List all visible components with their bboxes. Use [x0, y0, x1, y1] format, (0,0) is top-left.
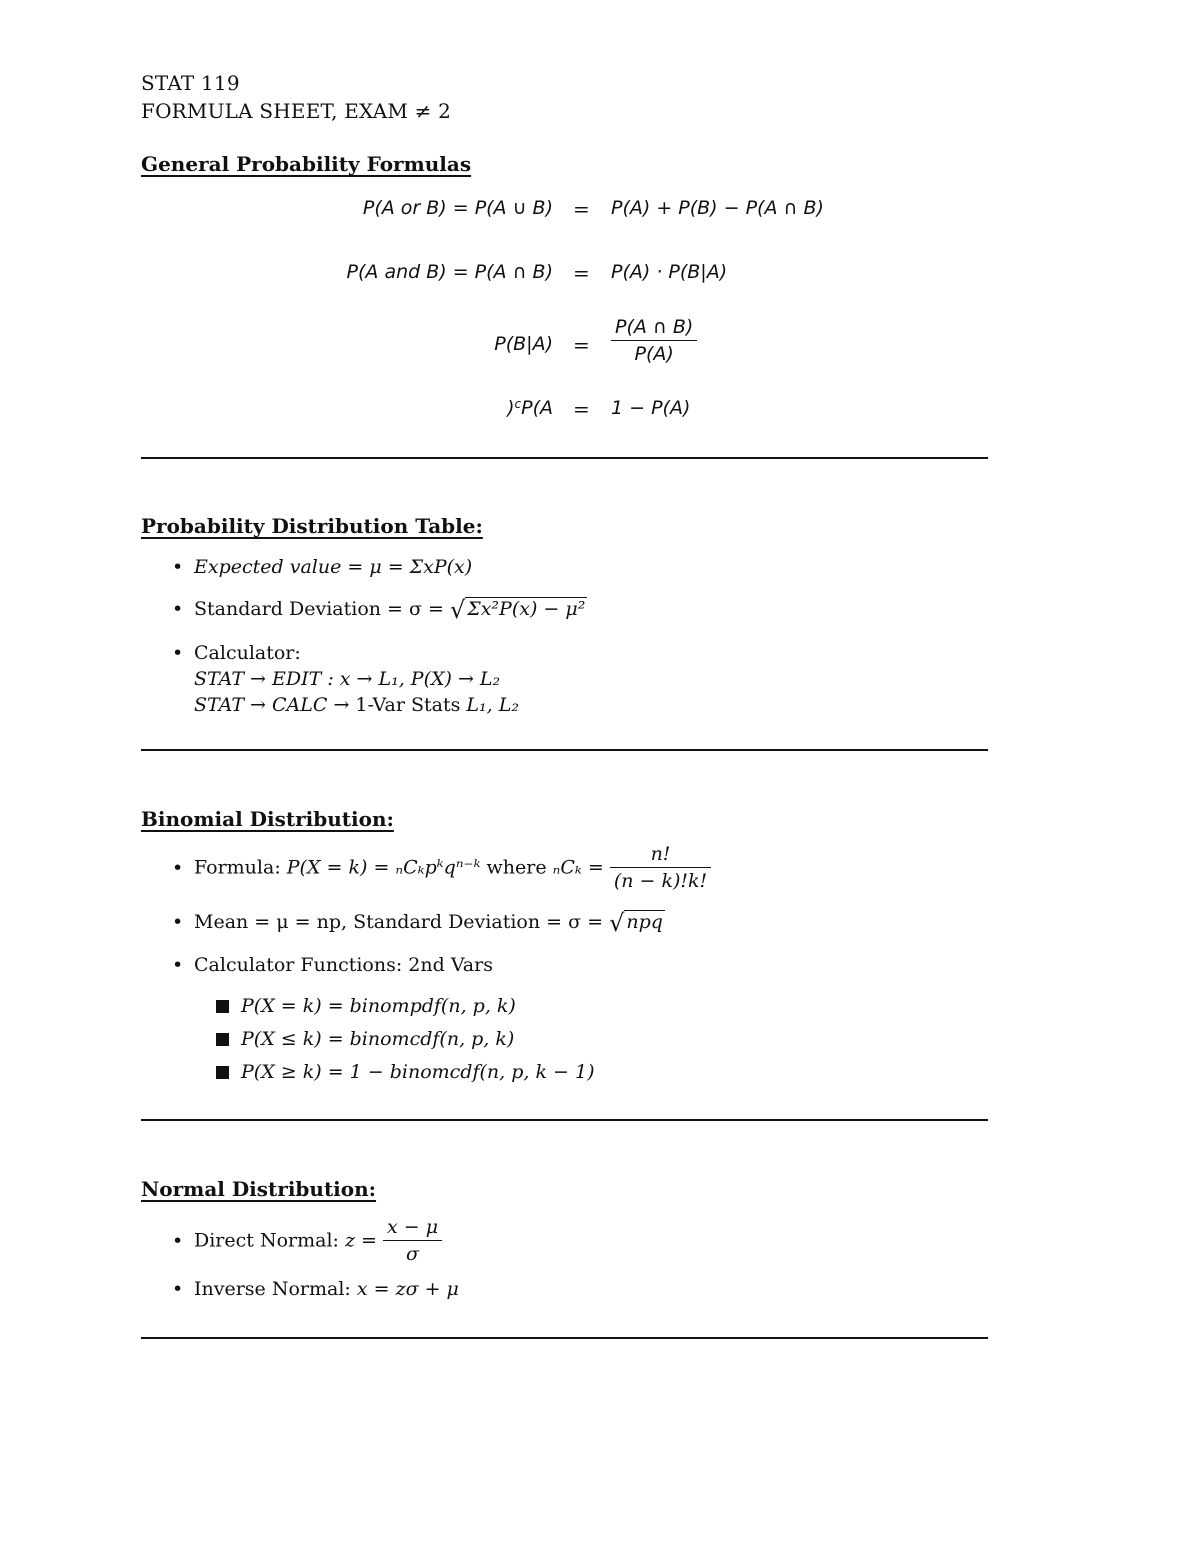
expected-value-formula: Expected value = μ = ΣxP(x): [194, 556, 473, 578]
direct-normal-label: Direct Normal:: [194, 1229, 345, 1252]
fraction-denominator: P(A): [611, 340, 697, 365]
bullet-icon: •: [172, 642, 184, 664]
list-item: [172, 843, 711, 892]
square-root: [609, 909, 665, 937]
list-item: [172, 642, 301, 664]
fraction-numerator: x − μ: [386, 1216, 439, 1238]
inverse-normal-formula: x = zσ + μ: [356, 1278, 459, 1300]
sheet-title: FORMULA SHEET, EXAM ≠ 2: [141, 99, 452, 123]
bullet-icon: •: [172, 911, 184, 933]
equals-sign: =: [573, 333, 590, 357]
equation-intersection-rhs: P(A) · P(B|A): [611, 261, 728, 283]
normal-distribution-heading: Normal Distribution:: [141, 1177, 377, 1201]
binomcdf-complement-formula: P(X ≥ k) = 1 − binomcdf(n, p, k − 1): [241, 1061, 595, 1083]
binomcdf-formula: P(X ≤ k) = binomcdf(n, p, k): [241, 1028, 515, 1050]
sub-list-item: [216, 995, 516, 1017]
list-item: [172, 556, 472, 578]
closing-paren: ): [507, 397, 515, 419]
combination-symbol: ₙCₖ =: [552, 856, 610, 879]
bullet-icon: •: [172, 556, 184, 578]
equation-conditional-lhs: P(B|A): [494, 333, 553, 355]
inverse-normal-label: Inverse Normal:: [194, 1278, 357, 1300]
fraction-denominator: (n − k)!k!: [610, 867, 711, 892]
bullet-icon: •: [172, 954, 184, 976]
list-item: [172, 954, 493, 976]
complement-superscript: c: [514, 397, 522, 411]
combination-fraction: [610, 843, 711, 892]
square-bullet-icon: [216, 1066, 229, 1079]
equation-intersection-lhs: P(A and B) = P(A ∩ B): [346, 261, 553, 283]
bullet-icon: •: [172, 856, 184, 879]
fraction-numerator: n!: [650, 843, 671, 865]
equation-union-lhs: P(A or B) = P(A ∪ B): [362, 197, 553, 219]
equation-complement-lhs: P(A: [521, 397, 553, 419]
course-code: STAT 119: [141, 71, 240, 95]
binomial-distribution-heading: Binomial Distribution:: [141, 807, 394, 831]
calculator-step-2-lists: L₁, L₂: [460, 694, 519, 716]
conditional-fraction: [611, 316, 697, 365]
bullet-icon: •: [172, 1278, 184, 1300]
sub-list-item: [216, 1061, 595, 1083]
fraction-denominator: σ: [383, 1240, 442, 1265]
sub-list-item: [216, 1028, 514, 1050]
calculator-step-2-command: 1-Var Stats: [355, 694, 461, 716]
square-bullet-icon: [216, 1033, 229, 1046]
mean-std-label: Mean = μ = np, Standard Deviation = σ =: [194, 911, 610, 933]
calculator-step-2: [194, 694, 519, 716]
formula-label: Formula:: [194, 856, 287, 879]
calculator-functions-label: Calculator Functions: 2nd Vars: [194, 954, 493, 976]
binompdf-formula: P(X = k) = binompdf(n, p, k): [241, 995, 516, 1017]
list-item: [172, 596, 587, 624]
z-equals: z =: [344, 1229, 383, 1252]
equals-sign: =: [573, 397, 590, 421]
std-dev-radicand: Σx²P(x) − μ²: [467, 598, 586, 620]
equation-complement-rhs: 1 − P(A): [611, 397, 691, 419]
bullet-icon: •: [172, 1229, 184, 1252]
list-item: [172, 1216, 442, 1265]
calculator-step-1: STAT → EDIT : x → L₁, P(X) → L₂: [194, 668, 501, 690]
section-divider: [141, 749, 988, 751]
z-score-fraction: [383, 1216, 442, 1265]
std-dev-label: Standard Deviation = σ =: [194, 598, 450, 620]
radical-icon: √: [449, 596, 466, 624]
calculator-step-2-path: STAT → CALC →: [194, 694, 356, 716]
square-root: [450, 596, 587, 624]
bullet-icon: •: [172, 598, 184, 620]
list-item: [172, 909, 665, 937]
equals-sign: =: [573, 261, 590, 285]
section-divider: [141, 1119, 988, 1121]
binomial-formula: P(X = k) = ₙCₖpᵏqⁿ⁻ᵏ: [286, 856, 481, 879]
where-word: where: [480, 856, 553, 879]
calculator-label: Calculator:: [194, 642, 301, 664]
equation-conditional: [0, 316, 1200, 376]
list-item: [172, 1278, 459, 1300]
section-divider: [141, 457, 988, 459]
radical-icon: √: [609, 909, 625, 937]
general-probability-heading: General Probability Formulas: [141, 152, 472, 176]
probability-distribution-heading: Probability Distribution Table:: [141, 514, 483, 538]
equation-union-rhs: P(A) + P(B) − P(A ∩ B): [611, 197, 824, 219]
square-bullet-icon: [216, 1000, 229, 1013]
npq-radicand: npq: [626, 911, 663, 933]
section-divider: [141, 1337, 988, 1339]
fraction-numerator: P(A ∩ B): [615, 316, 694, 338]
equals-sign: =: [573, 197, 590, 221]
